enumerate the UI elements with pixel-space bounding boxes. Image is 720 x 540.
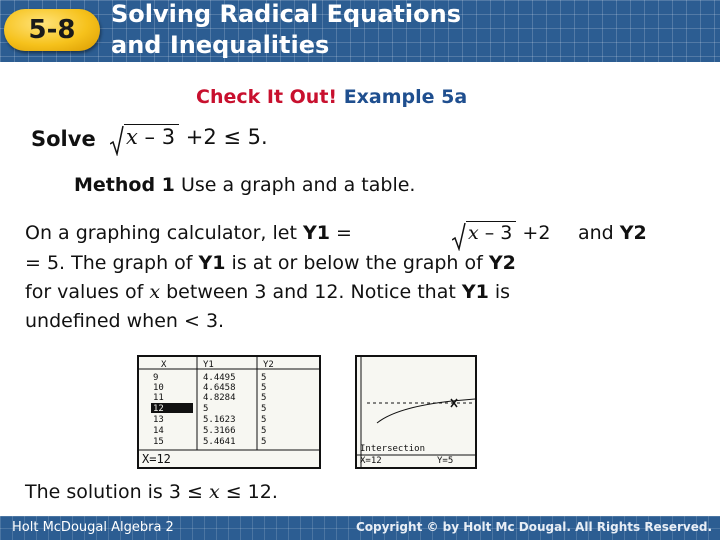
table-row: 14 [153,426,164,436]
solve-label: Solve [31,127,96,151]
intersection-x-readout: X=12 [360,456,382,466]
example-label: Example 5a [343,86,468,108]
table-row: 4.4495 [203,373,236,383]
lesson-title-line1: Solving Radical Equations [111,0,461,28]
table-row: 5.4641 [203,437,236,447]
table-row: 4.8284 [203,393,236,403]
header-bar [0,0,720,62]
example-heading [196,86,467,108]
paragraph-line1-end: and Y2 [578,222,647,244]
lesson-number: 5-8 [28,15,76,45]
table-row: 9 [153,373,159,383]
paragraph-line4: undefined when < 3. [25,310,225,332]
y1-expression [452,221,550,251]
period: . [261,125,268,149]
table-row: 5 [261,383,267,393]
table-row: 5 [261,404,267,414]
radicand: x – 3 [124,124,179,149]
footer-copyright: Copyright © by Holt Mc Dougal. All Rights Reserved. [355,520,712,534]
paragraph-line1: On a graphing calculator, let Y1 = [25,222,352,244]
table-row: 5.1623 [203,415,236,425]
table-row: 5 [261,437,267,447]
table-row: 5 [261,415,267,425]
table-row: 13 [153,415,164,425]
table-row: 5 [203,404,209,414]
inequality-expression [110,124,268,156]
intersection-label: Intersection [360,444,426,454]
paragraph-line2: = 5. The graph of Y1 is at or below the graph of Y2 [25,252,516,274]
table-row: 5.3166 [203,426,236,436]
solution-line: The solution is 3 ≤ x ≤ 12. [25,481,278,503]
table-row: 4.6458 [203,383,236,393]
table-header-x: X [161,360,167,370]
method-line [74,174,415,196]
lesson-title-line2: and Inequalities [111,31,330,59]
table-row: 5 [261,426,267,436]
method-label: Method 1 [74,174,175,196]
inequality-rest: +2 ≤ 5 [179,125,262,149]
footer-bar [0,516,720,540]
method-text: Use a graph and a table. [174,174,416,196]
calculator-graph-screen [355,355,477,469]
table-row-highlighted: 12 [153,404,164,414]
expression-tail: +2 [516,222,551,244]
table-row: 11 [153,393,164,403]
table-row: 10 [153,383,164,393]
check-it-out-label: Check It Out! [196,86,338,108]
paragraph-line3: for values of x between 3 and 12. Notice that Y1 is [25,281,511,303]
intersection-y-readout: Y=5 [437,456,454,466]
radical-sign-icon [110,124,124,156]
table-header-y2: Y2 [263,360,274,370]
radicand: x – 3 [466,221,516,244]
table-row: 5 [261,393,267,403]
table-row: 15 [153,437,164,447]
lesson-badge [4,9,100,51]
calculator-table-screen [137,355,321,469]
radical-sign-icon [452,221,466,251]
table-footer-readout: X=12 [142,452,171,466]
footer-publisher: Holt McDougal Algebra 2 [12,520,174,535]
table-row: 5 [261,373,267,383]
table-header-y1: Y1 [203,360,214,370]
